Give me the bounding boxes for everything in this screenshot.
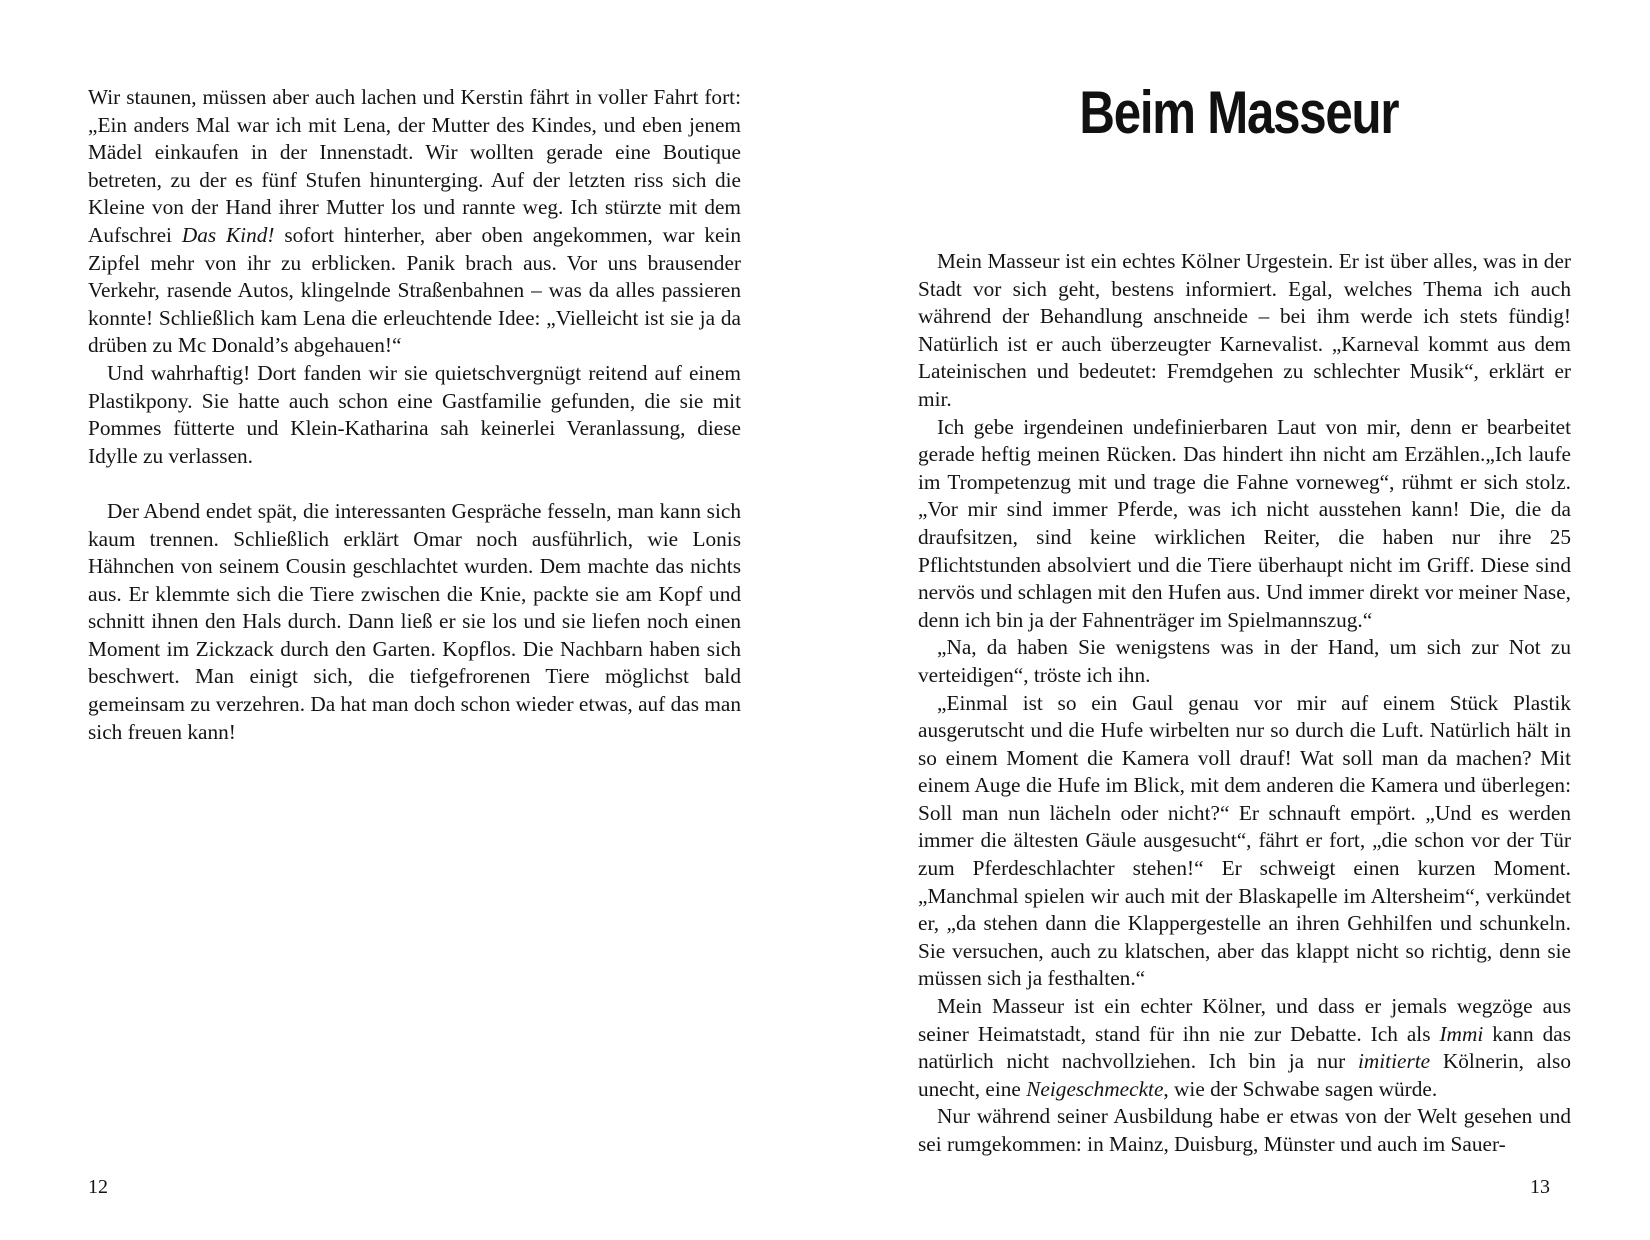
text-run: Ich gebe irgendeinen undefinierbaren Laut von mir, denn er bearbeitet gerade heftig meinen Rücken. Das hindert ihn nicht am Erzählen.„Ich laufe im Trompetenzug mit und trage die Fahne vorneweg“, rühmt er sich stolz. „Vor mir sind immer Pferde, was ich nicht ausstehen kann! Die, die da draufsitzen, sind keine wirklichen Reiter, die haben nur ihre 25 Pflichtstunden absolviert und die Tiere überhaupt nicht im Griff. Diese sind nervös und schlagen mit den Hufen aus. Und immer direkt vor meiner Nase, denn ich bin ja der Fahnenträger im Spielmannszug.“ bbox=[918, 414, 1571, 632]
text-run: Wir staunen, müssen aber auch lachen und Kerstin fährt in voller Fahrt fort: „Ein anders Mal war ich mit Lena, der Mutter des Kindes, und eben jenem Mädel einkaufen in der Innenstadt. Wir wollten gerade eine Boutique betreten, zu der es fünf Stufen hinunterging. Auf der letzten riss sich die Kleine von der Hand ihrer Mutter los und rannte weg. Ich stürzte mit dem Aufschrei bbox=[88, 85, 741, 247]
paragraph bbox=[918, 634, 1571, 689]
paragraph bbox=[918, 1103, 1571, 1158]
text-run: , wie der Schwabe sagen würde. bbox=[1163, 1076, 1438, 1101]
paragraph-gap bbox=[88, 470, 741, 498]
text-run: Mein Masseur ist ein echter Kölner, und dass er jemals wegzöge aus seiner Heimatstadt, stand für ihn nie zur Debatte. Ich als bbox=[918, 994, 1571, 1046]
text-run: sofort hinterher, aber oben angekommen, war kein Zipfel mehr von ihr zu erblicken. Panik brach aus. Vor uns brausender Verkehr, rasende Autos, klingelnde Straßenbahnen – was da alles passieren konnte! Schließlich kam Lena die erleuchtende Idee: „Vielleicht ist sie ja da drüben zu Mc Donald’s abgehauen!“ bbox=[88, 222, 742, 358]
text-run: Mein Masseur ist ein echtes Kölner Urgestein. Er ist über alles, was in der Stadt vor sich geht, bestens informiert. Egal, welches Thema ich auch während der Behandlung anschneide – bei ihm werde ich stets fündig! Natürlich ist er auch überzeugter Karnevalist. „Karneval kommt aus dem Lateinischen und bedeutet: Fremdgehen zu schlechter Musik“, erklärt er mir. bbox=[918, 249, 1571, 411]
text-run: Der Abend endet spät, die interessanten Gespräche fesseln, man kann sich kaum trennen. Schließlich erklärt Omar noch ausführlich, wie Lonis Hähnchen von seinem Cousin geschlachtet wurden. Dem machte das nichts aus. Er klemmte sich die Tiere zwischen die Knie, packte sie am Kopf und schnitt ihnen den Hals durch. Dann ließ er sie los und sie liefen noch einen Moment im Zickzack durch den Garten. Kopflos. Die Nachbarn haben sich beschwert. Man einigt sich, die tiefgefrorenen Tiere möglichst bald gemeinsam zu verzehren. Da hat man doch schon wieder etwas, auf das man sich freuen kann! bbox=[88, 498, 741, 744]
paragraph bbox=[918, 690, 1571, 994]
italic-text: Immi bbox=[1439, 1021, 1484, 1046]
left-page-body bbox=[88, 84, 741, 746]
italic-text: imitierte bbox=[1357, 1049, 1431, 1074]
text-run: Kölnerin, also unecht, eine bbox=[918, 1049, 1571, 1101]
chapter-title: Beim Masseur bbox=[1079, 79, 1399, 146]
text-run: „Na, da haben Sie wenigstens was in der Hand, um sich zur Not zu verteidigen“, tröste ich ihn. bbox=[918, 635, 1571, 687]
paragraph bbox=[918, 414, 1571, 635]
right-page bbox=[825, 0, 1650, 1240]
text-run: Und wahrhaftig! Dort fanden wir sie quietschvergnügt reitend auf einem Plastikpony. Sie hatte auch schon eine Gastfamilie gefunden, die sie mit Pommes fütterte und Klein-Katharina sah keinerlei Veranlassung, diese Idylle zu verlassen. bbox=[88, 360, 741, 468]
text-run: Nur während seiner Ausbildung habe er etwas von der Welt gesehen und sei rumgekommen: in Mainz, Duisburg, Münster und auch im Sauer- bbox=[918, 1104, 1571, 1156]
paragraph bbox=[918, 993, 1571, 1103]
paragraph bbox=[918, 248, 1571, 414]
paragraph bbox=[88, 498, 741, 746]
right-page-body bbox=[918, 248, 1571, 1159]
italic-text: Neigeschmeckte bbox=[1026, 1076, 1164, 1101]
page-number-left: 12 bbox=[88, 1176, 108, 1198]
text-run: „Einmal ist so ein Gaul genau vor mir auf einem Stück Plastik ausgerutscht und die Hufe wirbelten nur so durch die Luft. Natürlich hält in so einem Moment die Kamera voll drauf! Wat soll man da machen? Mit einem Auge die Hufe im Blick, mit dem anderen die Kamera und überlegen: Soll man nun lächeln oder nicht?“ Er schnauft empört. „Und es werden immer die ältesten Gäule ausgesucht“, fährt er fort, „die schon vor der Tür zum Pferdeschlachter stehen!“ Er schweigt einen kurzen Moment. „Manchmal spielen wir auch mit der Blaskapelle im Altersheim“, verkündet er, „da stehen dann die Klappergestelle an ihren Gehhilfen und schunkeln. Sie versuchen, auch zu klatschen, aber das klappt nicht so richtig, denn sie müssen sich ja festhalten.“ bbox=[918, 690, 1571, 991]
paragraph bbox=[88, 84, 741, 360]
italic-text: Das Kind! bbox=[181, 222, 275, 247]
paragraph bbox=[88, 360, 741, 470]
page-number-right: 13 bbox=[1530, 1176, 1550, 1198]
text-run: kann das natürlich nicht nachvollziehen. Ich bin ja nur bbox=[918, 1021, 1571, 1074]
